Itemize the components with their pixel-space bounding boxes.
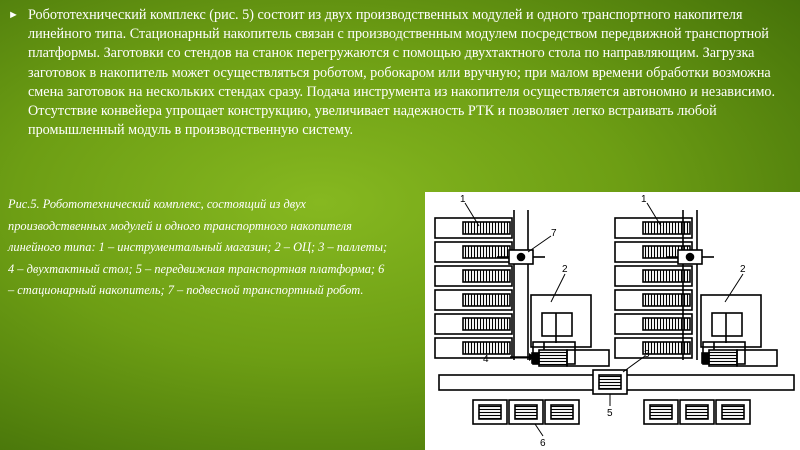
label-1-left: 1: [460, 194, 466, 205]
label-7: 7: [551, 228, 557, 239]
transport-platform-pallet: [593, 370, 627, 394]
label-4: 4: [483, 354, 489, 365]
figure-caption: Рис.5. Робототехнический комплекс, состоящий из двух производственных модулей и одного транспортного накопителя линейного типа: 1 – инструментальный магазин; 2 – ОЦ; 3 – паллеты; 4 – двухтактный стол; 5 – передвижная транспортная платформа; 6 – стационарный накопитель; 7 – подвесной транспортный робот.: [8, 197, 388, 298]
main-paragraph: [8, 6, 792, 140]
tool-magazine-right: [615, 218, 692, 358]
figure-diagram: [425, 192, 800, 450]
label-2-left: 2: [562, 264, 568, 275]
label-6: 6: [540, 438, 546, 449]
label-5: 5: [607, 408, 613, 419]
tool-magazine-left: [435, 218, 512, 358]
label-3: 3: [644, 349, 650, 360]
label-2-right: 2: [740, 264, 746, 275]
label-1-right: 1: [641, 194, 647, 205]
body-text: Робототехнический комплекс (рис. 5) состоит из двух производственных модулей и одного транспортного накопителя линейного типа. Стационарный накопитель связан с производственным модулем посредством передвижной транспортной платформы. Заготовки со стендов на станок перегружаются с помощью двухтактного стола по направляющим. Загрузка заготовок в накопитель может осуществляться роботом, робокаром или вручную; при малом времени обработки возможна смена заготовок на нескольких стендах сразу. Подача инструмента из накопителя осуществляется автономно и независимо. Отсутствие конвейера упрощает конструкцию, увеличивает надежность РТК и позволяет легко встраивать любой промышленный модуль в производственную систему.: [28, 7, 776, 139]
rtk-schematic: [425, 192, 800, 450]
bullet-arrow-icon: ►: [8, 9, 19, 21]
